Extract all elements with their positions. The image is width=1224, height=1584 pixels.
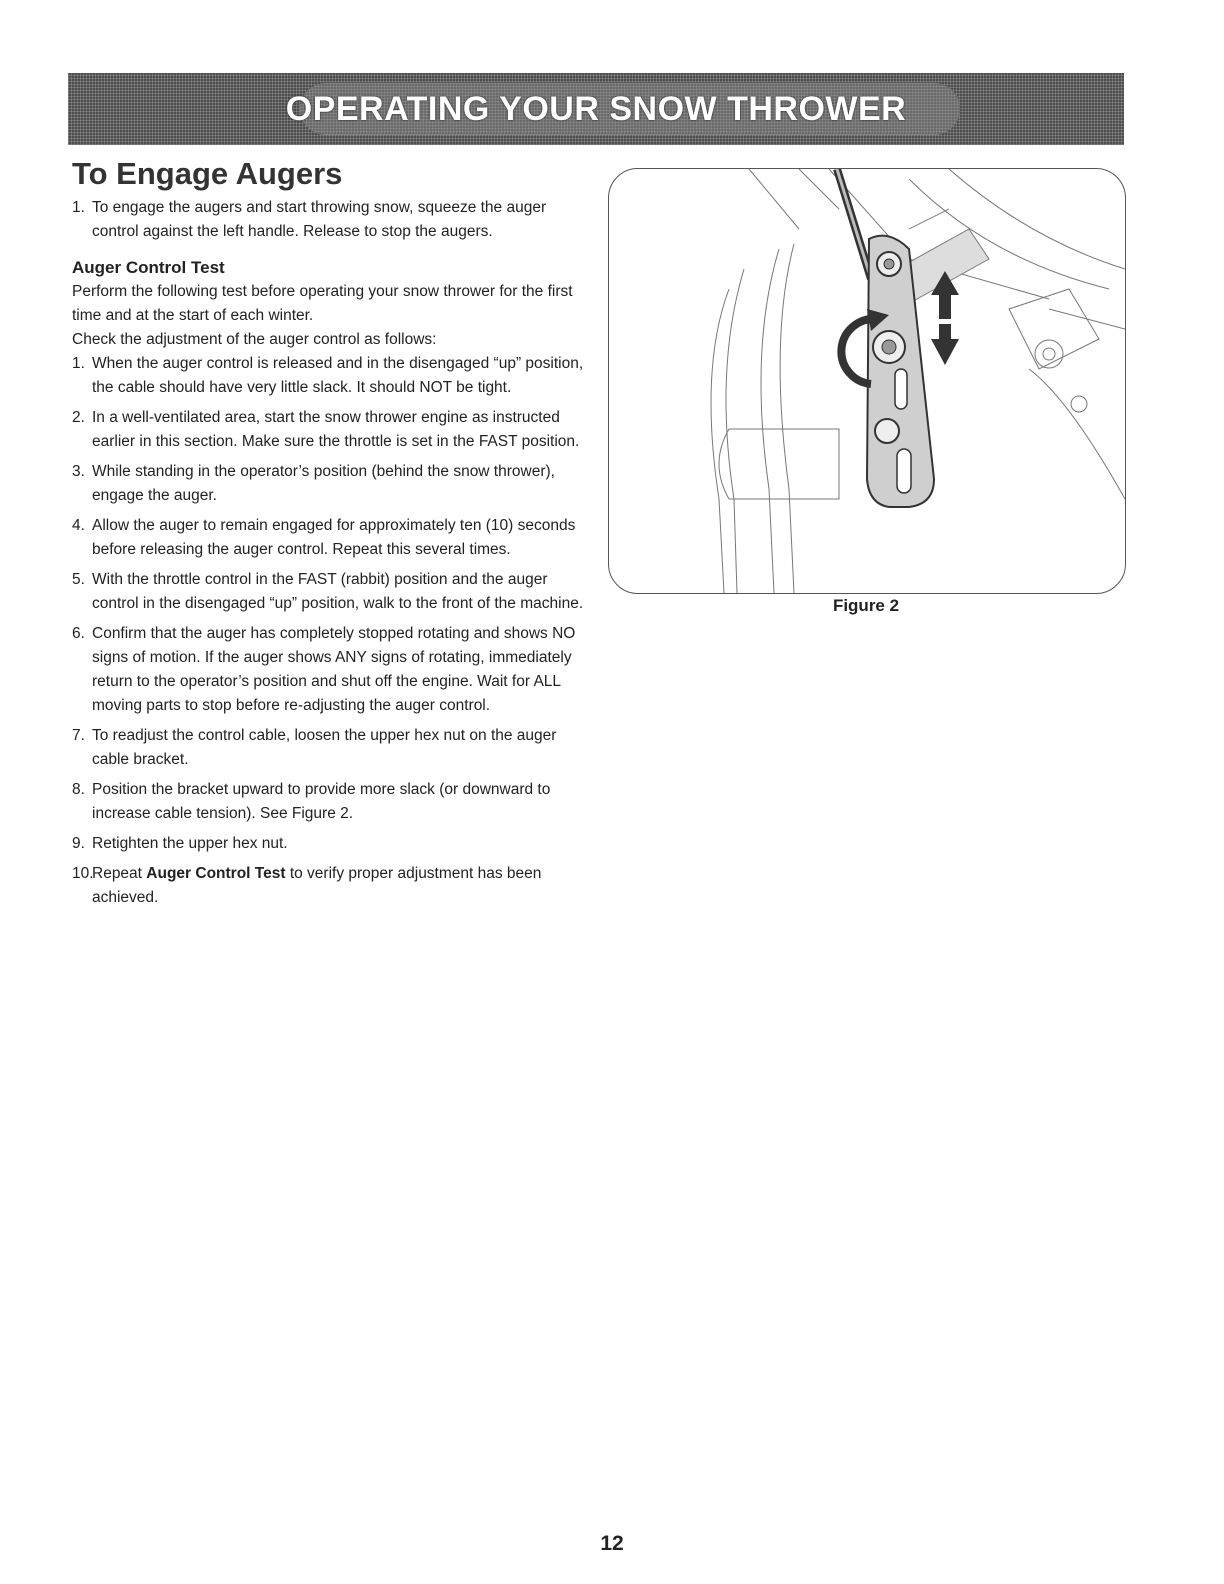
item-number: 5. — [72, 571, 85, 588]
item-text: To engage the augers and start throwing snow, squeeze the auger control against the left handle. Release to stop the augers. — [92, 199, 547, 240]
list-item — [72, 196, 592, 244]
list-item — [72, 778, 592, 826]
lower-nut-icon — [875, 419, 899, 443]
header-banner — [68, 73, 1124, 145]
item-text: With the throttle control in the FAST (rabbit) position and the auger control in the disengaged “up” position, walk to the front of the machine. — [92, 571, 584, 612]
item-number: 1. — [72, 199, 85, 216]
item-number: 9. — [72, 835, 85, 852]
item-number: 2. — [72, 409, 85, 426]
item-text: To readjust the control cable, loosen the upper hex nut on the auger cable bracket. — [92, 727, 557, 768]
test-check-paragraph: Check the adjustment of the auger control as follows: — [72, 331, 437, 348]
item-number: 7. — [72, 727, 85, 744]
figure-caption: Figure 2 — [832, 596, 900, 615]
list-item — [72, 832, 592, 856]
item-number: 6. — [72, 625, 85, 642]
page-number: 12 — [600, 1532, 624, 1555]
item-text: Allow the auger to remain engaged for approximately ten (10) seconds before releasing the auger control. Repeat this several times. — [92, 517, 576, 558]
auger-control-test-heading: Auger Control Test — [72, 258, 225, 277]
instructions-column — [72, 196, 592, 916]
list-item — [72, 406, 592, 454]
list-item — [72, 460, 592, 508]
item-number: 4. — [72, 517, 85, 534]
list-item — [72, 352, 592, 400]
banner-title: OPERATING YOUR SNOW THROWER — [285, 89, 907, 128]
item-text: Confirm that the auger has completely stopped rotating and shows NO signs of motion. If the auger shows ANY signs of rotating, immediately return to the operator’s position and shut off the engine. Wait for ALL moving parts to stop before re-adjusting the auger control. — [92, 625, 576, 714]
item-text — [92, 862, 592, 910]
housing-curve — [711, 289, 729, 593]
list-item — [72, 862, 592, 910]
list-item — [72, 622, 592, 718]
list-item — [72, 514, 592, 562]
step10-bold: Auger Control Test — [146, 865, 286, 882]
list-item — [72, 568, 592, 616]
list-item — [72, 724, 592, 772]
item-text: In a well-ventilated area, start the snow thrower engine as instructed earlier in this section. Make sure the throttle is set in the FAST position. — [92, 409, 580, 450]
test-steps-list — [72, 352, 592, 910]
auger-bracket-drawing — [609, 169, 1125, 593]
figure-2-illustration — [608, 168, 1126, 594]
section-title: To Engage Augers — [72, 156, 343, 191]
item-text: Retighten the upper hex nut. — [92, 835, 288, 852]
step10-post: to verify proper adjustment has been achieved. — [92, 865, 542, 906]
item-text: While standing in the operator’s position (behind the snow thrower), engage the auger. — [92, 463, 555, 504]
item-number: 1. — [72, 355, 85, 372]
item-number: 3. — [72, 463, 85, 480]
item-text: When the auger control is released and in the disengaged “up” position, the cable should have very little slack. It should NOT be tight. — [92, 355, 584, 396]
intro-list — [72, 196, 592, 244]
item-number: 10. — [72, 865, 94, 882]
step10-pre: Repeat — [92, 865, 147, 882]
test-intro-paragraph: Perform the following test before operating your snow thrower for the first time and at the start of each winter. — [72, 283, 573, 324]
item-text: Position the bracket upward to provide more slack (or downward to increase cable tension). See Figure 2. — [92, 781, 551, 822]
item-number: 8. — [72, 781, 85, 798]
